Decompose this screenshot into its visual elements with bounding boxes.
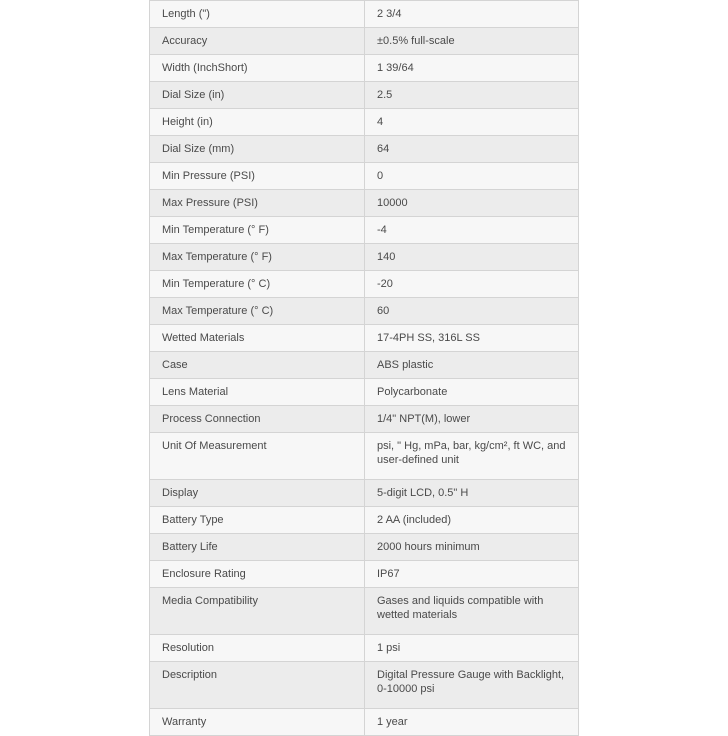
spec-value: 1 year <box>365 709 579 736</box>
specifications-table <box>149 0 579 736</box>
spec-label: Lens Material <box>150 379 365 406</box>
spec-label: Width (InchShort) <box>150 55 365 82</box>
table-row <box>150 271 579 298</box>
spec-value: 5-digit LCD, 0.5" H <box>365 480 579 507</box>
spec-value: 2 AA (included) <box>365 507 579 534</box>
spec-value: ABS plastic <box>365 352 579 379</box>
table-row <box>150 561 579 588</box>
spec-value: 2.5 <box>365 82 579 109</box>
spec-value: Polycarbonate <box>365 379 579 406</box>
spec-label: Length (") <box>150 1 365 28</box>
table-row <box>150 662 579 709</box>
spec-value: 1/4" NPT(M), lower <box>365 406 579 433</box>
table-row <box>150 406 579 433</box>
spec-label: Battery Life <box>150 534 365 561</box>
table-row <box>150 136 579 163</box>
spec-label: Warranty <box>150 709 365 736</box>
spec-label: Enclosure Rating <box>150 561 365 588</box>
table-row <box>150 298 579 325</box>
spec-label: Battery Type <box>150 507 365 534</box>
spec-label: Accuracy <box>150 28 365 55</box>
spec-label: Media Compatibility <box>150 588 365 635</box>
spec-value: 60 <box>365 298 579 325</box>
table-row <box>150 109 579 136</box>
table-row <box>150 55 579 82</box>
table-row <box>150 507 579 534</box>
table-row <box>150 28 579 55</box>
spec-value: 64 <box>365 136 579 163</box>
table-row <box>150 325 579 352</box>
spec-value: 1 39/64 <box>365 55 579 82</box>
spec-label: Display <box>150 480 365 507</box>
table-row <box>150 217 579 244</box>
spec-label: Dial Size (mm) <box>150 136 365 163</box>
spec-value: Digital Pressure Gauge with Backlight, 0-10000 psi <box>365 662 579 709</box>
spec-value: 2000 hours minimum <box>365 534 579 561</box>
spec-label: Unit Of Measurement <box>150 433 365 480</box>
table-row <box>150 190 579 217</box>
table-row <box>150 534 579 561</box>
spec-label: Max Temperature (° F) <box>150 244 365 271</box>
table-row <box>150 588 579 635</box>
spec-label: Case <box>150 352 365 379</box>
spec-value: ±0.5% full-scale <box>365 28 579 55</box>
table-row <box>150 163 579 190</box>
spec-value: 0 <box>365 163 579 190</box>
spec-label: Min Temperature (° C) <box>150 271 365 298</box>
spec-label: Resolution <box>150 635 365 662</box>
table-row <box>150 709 579 736</box>
spec-label: Wetted Materials <box>150 325 365 352</box>
spec-value: psi, " Hg, mPa, bar, kg/cm², ft WC, and user-defined unit <box>365 433 579 480</box>
spec-value: 140 <box>365 244 579 271</box>
spec-label: Max Temperature (° C) <box>150 298 365 325</box>
spec-label: Process Connection <box>150 406 365 433</box>
spec-value: 1 psi <box>365 635 579 662</box>
spec-value: -20 <box>365 271 579 298</box>
spec-value: 10000 <box>365 190 579 217</box>
spec-value: Gases and liquids compatible with wetted materials <box>365 588 579 635</box>
spec-value: 17-4PH SS, 316L SS <box>365 325 579 352</box>
spec-label: Min Temperature (° F) <box>150 217 365 244</box>
spec-value: -4 <box>365 217 579 244</box>
spec-label: Description <box>150 662 365 709</box>
table-row <box>150 244 579 271</box>
table-row <box>150 433 579 480</box>
table-row <box>150 82 579 109</box>
table-row <box>150 635 579 662</box>
spec-label: Min Pressure (PSI) <box>150 163 365 190</box>
table-row <box>150 352 579 379</box>
spec-label: Height (in) <box>150 109 365 136</box>
spec-value: IP67 <box>365 561 579 588</box>
spec-value: 4 <box>365 109 579 136</box>
spec-value: 2 3/4 <box>365 1 579 28</box>
table-row <box>150 480 579 507</box>
spec-label: Dial Size (in) <box>150 82 365 109</box>
table-row <box>150 379 579 406</box>
spec-label: Max Pressure (PSI) <box>150 190 365 217</box>
table-row <box>150 1 579 28</box>
